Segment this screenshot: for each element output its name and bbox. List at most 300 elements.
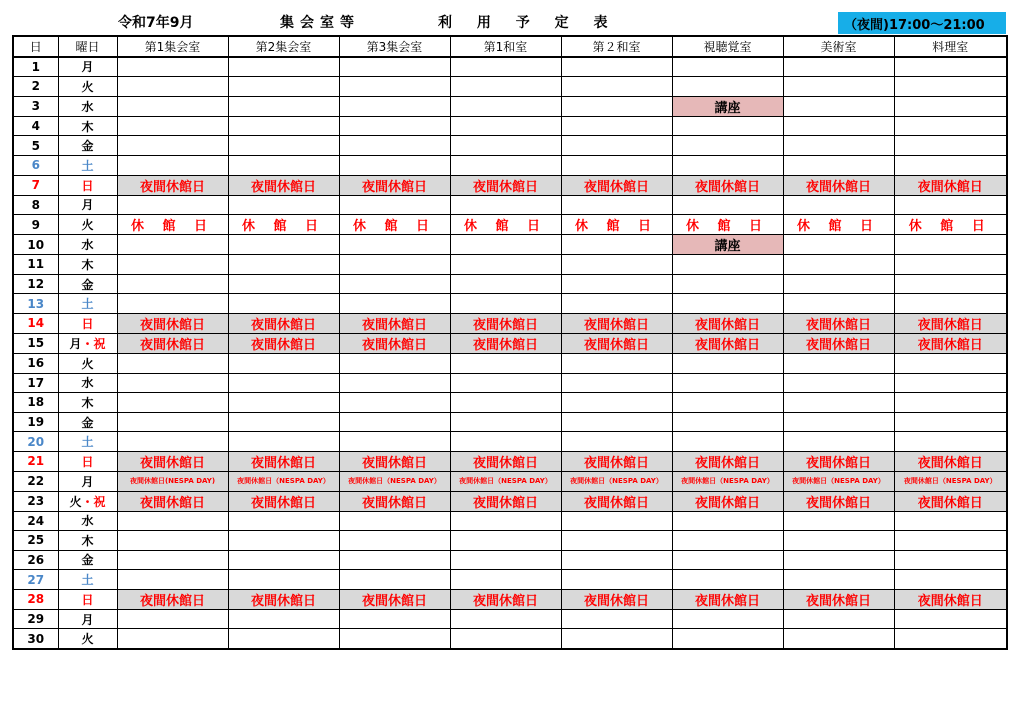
schedule-entry: 夜間休館日	[672, 333, 783, 353]
empty-slot	[561, 195, 672, 215]
weekday-label: 火	[69, 494, 82, 509]
col-header-room: 第1和室	[450, 36, 561, 57]
schedule-entry: 夜間休館日	[117, 175, 228, 195]
empty-slot	[894, 629, 1007, 649]
table-row	[13, 96, 1007, 116]
day-number: 14	[13, 313, 58, 333]
empty-slot	[783, 96, 894, 116]
schedule-entry: 夜間休館日	[228, 175, 339, 195]
weekday	[58, 274, 117, 294]
empty-slot	[672, 274, 783, 294]
empty-slot	[894, 294, 1007, 314]
table-row	[13, 255, 1007, 275]
empty-slot	[561, 393, 672, 413]
holiday-marker: ・祝	[81, 336, 106, 351]
weekday-label: 木	[81, 119, 94, 134]
schedule-entry: 夜間休館日	[339, 175, 450, 195]
weekday	[58, 175, 117, 195]
empty-slot	[783, 353, 894, 373]
empty-slot	[228, 195, 339, 215]
schedule-entry: 夜間休館日	[117, 589, 228, 609]
empty-slot	[117, 550, 228, 570]
empty-slot	[561, 294, 672, 314]
weekday	[58, 471, 117, 491]
schedule-entry: 夜間休館日	[894, 589, 1007, 609]
empty-slot	[228, 77, 339, 97]
empty-slot	[783, 274, 894, 294]
weekday-label: 火	[81, 356, 94, 371]
empty-slot	[894, 155, 1007, 175]
empty-slot	[561, 550, 672, 570]
table-row	[13, 451, 1007, 471]
empty-slot	[672, 136, 783, 156]
schedule-entry: 夜間休館日（NESPA DAY）	[228, 471, 339, 491]
empty-slot	[561, 57, 672, 77]
empty-slot	[561, 136, 672, 156]
weekday	[58, 451, 117, 471]
weekday-label: 水	[81, 376, 94, 391]
empty-slot	[672, 155, 783, 175]
empty-slot	[561, 412, 672, 432]
day-number: 26	[13, 550, 58, 570]
weekday	[58, 393, 117, 413]
day-number: 27	[13, 570, 58, 590]
weekday-label: 日	[81, 178, 94, 193]
empty-slot	[894, 373, 1007, 393]
weekday-label: 金	[81, 553, 94, 568]
empty-slot	[672, 255, 783, 275]
empty-slot	[672, 77, 783, 97]
weekday	[58, 589, 117, 609]
weekday-label: 火	[81, 218, 94, 233]
empty-slot	[339, 155, 450, 175]
empty-slot	[117, 195, 228, 215]
night-hours-badge: （夜間)17:00～21:00	[838, 12, 1006, 34]
day-number: 8	[13, 195, 58, 215]
empty-slot	[228, 432, 339, 452]
empty-slot	[228, 531, 339, 551]
table-row	[13, 116, 1007, 136]
table-row	[13, 136, 1007, 156]
table-row	[13, 373, 1007, 393]
empty-slot	[894, 550, 1007, 570]
schedule-entry: 夜間休館日	[339, 313, 450, 333]
table-row	[13, 155, 1007, 175]
empty-slot	[339, 393, 450, 413]
day-number: 1	[13, 57, 58, 77]
empty-slot	[783, 393, 894, 413]
schedule-entry: 夜間休館日	[672, 491, 783, 511]
empty-slot	[450, 550, 561, 570]
schedule-entry: 夜間休館日（NESPA DAY）	[672, 471, 783, 491]
weekday-label: 土	[81, 297, 94, 312]
empty-slot	[450, 136, 561, 156]
schedule-entry: 夜間休館日	[450, 175, 561, 195]
schedule-entry: 夜間休館日	[117, 313, 228, 333]
schedule-entry: 夜間休館日	[783, 491, 894, 511]
table-row	[13, 629, 1007, 649]
weekday	[58, 373, 117, 393]
schedule-entry: 夜間休館日（NESPA DAY）	[783, 471, 894, 491]
schedule-entry: 夜間休館日	[117, 333, 228, 353]
table-row	[13, 531, 1007, 551]
schedule-entry: 夜間休館日	[561, 491, 672, 511]
schedule-entry: 夜間休館日	[339, 451, 450, 471]
empty-slot	[561, 629, 672, 649]
col-header-weekday: 曜日	[58, 36, 117, 57]
empty-slot	[339, 274, 450, 294]
empty-slot	[339, 570, 450, 590]
weekday-label: 木	[81, 257, 94, 272]
weekday-label: 水	[81, 238, 94, 253]
schedule-entry: 夜間休館日	[894, 451, 1007, 471]
day-number: 9	[13, 215, 58, 235]
empty-slot	[672, 531, 783, 551]
weekday	[58, 432, 117, 452]
schedule-entry: 夜間休館日	[783, 333, 894, 353]
empty-slot	[228, 570, 339, 590]
schedule-entry: 夜間休館日	[783, 589, 894, 609]
day-number: 19	[13, 412, 58, 432]
empty-slot	[450, 274, 561, 294]
weekday	[58, 629, 117, 649]
table-row	[13, 333, 1007, 353]
empty-slot	[783, 255, 894, 275]
schedule-entry: 夜間休館日	[783, 451, 894, 471]
day-number: 20	[13, 432, 58, 452]
table-row	[13, 511, 1007, 531]
empty-slot	[339, 57, 450, 77]
day-number: 22	[13, 471, 58, 491]
day-number: 29	[13, 609, 58, 629]
empty-slot	[783, 136, 894, 156]
schedule-entry: 夜間休館日（NESPA DAY）	[894, 471, 1007, 491]
empty-slot	[117, 77, 228, 97]
empty-slot	[894, 195, 1007, 215]
empty-slot	[339, 531, 450, 551]
weekday	[58, 353, 117, 373]
table-row	[13, 294, 1007, 314]
day-number: 30	[13, 629, 58, 649]
empty-slot	[894, 77, 1007, 97]
schedule-entry: 夜間休館日	[561, 175, 672, 195]
weekday-label: 月	[69, 336, 82, 351]
empty-slot	[450, 116, 561, 136]
weekday	[58, 609, 117, 629]
empty-slot	[339, 96, 450, 116]
table-row	[13, 570, 1007, 590]
day-number: 2	[13, 77, 58, 97]
schedule-entry: 夜間休館日	[117, 451, 228, 471]
weekday-label: 日	[81, 454, 94, 469]
empty-slot	[561, 432, 672, 452]
empty-slot	[561, 531, 672, 551]
empty-slot	[117, 155, 228, 175]
empty-slot	[672, 432, 783, 452]
empty-slot	[450, 531, 561, 551]
empty-slot	[228, 155, 339, 175]
empty-slot	[450, 255, 561, 275]
weekday	[58, 491, 117, 511]
schedule-entry: 夜間休館日	[450, 313, 561, 333]
schedule-entry: 夜間休館日	[894, 175, 1007, 195]
schedule-entry: 夜間休館日	[783, 313, 894, 333]
empty-slot	[117, 511, 228, 531]
schedule-entry: 夜間休館日（NESPA DAY）	[450, 471, 561, 491]
day-number: 3	[13, 96, 58, 116]
empty-slot	[117, 255, 228, 275]
empty-slot	[450, 294, 561, 314]
weekday-label: 火	[81, 79, 94, 94]
schedule-entry: 夜間休館日	[339, 491, 450, 511]
table-row	[13, 471, 1007, 491]
day-number: 12	[13, 274, 58, 294]
header-row	[13, 36, 1007, 57]
empty-slot	[339, 609, 450, 629]
empty-slot	[894, 432, 1007, 452]
empty-slot	[783, 550, 894, 570]
empty-slot	[339, 235, 450, 255]
table-row	[13, 175, 1007, 195]
empty-slot	[672, 294, 783, 314]
schedule-entry: 休 館 日	[228, 215, 339, 235]
table-row	[13, 393, 1007, 413]
weekday	[58, 195, 117, 215]
weekday-label: 水	[81, 99, 94, 114]
table-row	[13, 235, 1007, 255]
empty-slot	[450, 393, 561, 413]
empty-slot	[450, 155, 561, 175]
col-header-room: 視聴覚室	[672, 36, 783, 57]
empty-slot	[894, 57, 1007, 77]
day-number: 28	[13, 589, 58, 609]
col-header-room: 第1集会室	[117, 36, 228, 57]
empty-slot	[228, 136, 339, 156]
table-row	[13, 215, 1007, 235]
empty-slot	[672, 629, 783, 649]
empty-slot	[339, 195, 450, 215]
schedule-entry: 夜間休館日	[894, 313, 1007, 333]
empty-slot	[894, 353, 1007, 373]
day-number: 25	[13, 531, 58, 551]
table-row	[13, 77, 1007, 97]
empty-slot	[450, 195, 561, 215]
empty-slot	[339, 353, 450, 373]
empty-slot	[783, 629, 894, 649]
weekday-label: 火	[81, 632, 94, 647]
weekday-label: 土	[81, 435, 94, 450]
weekday	[58, 215, 117, 235]
empty-slot	[783, 235, 894, 255]
table-row	[13, 195, 1007, 215]
empty-slot	[672, 57, 783, 77]
empty-slot	[783, 531, 894, 551]
day-number: 10	[13, 235, 58, 255]
empty-slot	[117, 294, 228, 314]
empty-slot	[561, 609, 672, 629]
empty-slot	[894, 412, 1007, 432]
empty-slot	[450, 570, 561, 590]
weekday	[58, 294, 117, 314]
empty-slot	[450, 353, 561, 373]
empty-slot	[561, 353, 672, 373]
schedule-entry: 夜間休館日	[450, 333, 561, 353]
day-number: 6	[13, 155, 58, 175]
empty-slot	[228, 96, 339, 116]
schedule-entry: 夜間休館日	[894, 491, 1007, 511]
empty-slot	[339, 412, 450, 432]
empty-slot	[450, 412, 561, 432]
empty-slot	[783, 155, 894, 175]
schedule-entry: 夜間休館日	[783, 175, 894, 195]
empty-slot	[228, 373, 339, 393]
schedule-entry: 夜間休館日(NESPA DAY)	[117, 471, 228, 491]
empty-slot	[894, 609, 1007, 629]
weekday-label: 日	[81, 592, 94, 607]
schedule-entry: 夜間休館日	[228, 491, 339, 511]
weekday-label: 月	[81, 474, 94, 489]
empty-slot	[672, 412, 783, 432]
weekday-label: 日	[81, 316, 94, 331]
day-number: 7	[13, 175, 58, 195]
empty-slot	[672, 195, 783, 215]
schedule-entry: 講座	[672, 96, 783, 116]
schedule-entry: 休 館 日	[672, 215, 783, 235]
empty-slot	[894, 511, 1007, 531]
day-number: 16	[13, 353, 58, 373]
table-row	[13, 57, 1007, 77]
empty-slot	[228, 274, 339, 294]
weekday-label: 月	[81, 612, 94, 627]
schedule-entry: 夜間休館日	[561, 589, 672, 609]
weekday	[58, 235, 117, 255]
empty-slot	[672, 393, 783, 413]
weekday	[58, 57, 117, 77]
col-header-day: 日	[13, 36, 58, 57]
title-usage-schedule: 利 用 予 定 表	[438, 15, 618, 31]
schedule-entry: 夜間休館日	[339, 589, 450, 609]
weekday-label: 月	[81, 198, 94, 213]
day-number: 23	[13, 491, 58, 511]
table-row	[13, 550, 1007, 570]
empty-slot	[561, 570, 672, 590]
schedule-entry: 夜間休館日	[228, 333, 339, 353]
empty-slot	[450, 235, 561, 255]
empty-slot	[783, 412, 894, 432]
schedule-body	[13, 57, 1007, 649]
schedule-entry: 休 館 日	[339, 215, 450, 235]
empty-slot	[783, 116, 894, 136]
weekday	[58, 570, 117, 590]
day-number: 17	[13, 373, 58, 393]
empty-slot	[117, 412, 228, 432]
weekday-label: 水	[81, 514, 94, 529]
weekday-label: 金	[81, 415, 94, 430]
title-month: 令和7年9月	[118, 15, 194, 31]
empty-slot	[117, 432, 228, 452]
empty-slot	[672, 373, 783, 393]
day-number: 15	[13, 333, 58, 353]
day-number: 13	[13, 294, 58, 314]
weekday	[58, 255, 117, 275]
table-row	[13, 313, 1007, 333]
weekday-label: 木	[81, 395, 94, 410]
empty-slot	[117, 609, 228, 629]
empty-slot	[339, 294, 450, 314]
title-facility-group: 集会室等	[280, 15, 360, 31]
empty-slot	[228, 294, 339, 314]
empty-slot	[783, 511, 894, 531]
empty-slot	[672, 570, 783, 590]
empty-slot	[117, 136, 228, 156]
schedule-entry: 夜間休館日（NESPA DAY）	[561, 471, 672, 491]
schedule-entry: 夜間休館日	[672, 451, 783, 471]
empty-slot	[339, 373, 450, 393]
empty-slot	[561, 373, 672, 393]
empty-slot	[117, 235, 228, 255]
empty-slot	[783, 609, 894, 629]
col-header-room: 料理室	[894, 36, 1007, 57]
empty-slot	[228, 609, 339, 629]
schedule-entry: 夜間休館日	[450, 589, 561, 609]
schedule-entry: 夜間休館日	[561, 451, 672, 471]
schedule-entry: 夜間休館日	[450, 451, 561, 471]
empty-slot	[339, 255, 450, 275]
table-row	[13, 412, 1007, 432]
empty-slot	[672, 116, 783, 136]
empty-slot	[894, 570, 1007, 590]
empty-slot	[228, 550, 339, 570]
schedule-table	[12, 35, 1008, 650]
schedule-entry: 夜間休館日	[672, 175, 783, 195]
table-row	[13, 353, 1007, 373]
table-row	[13, 432, 1007, 452]
weekday-label: 土	[81, 573, 94, 588]
schedule-entry: 休 館 日	[894, 215, 1007, 235]
empty-slot	[117, 393, 228, 413]
weekday	[58, 136, 117, 156]
weekday	[58, 96, 117, 116]
empty-slot	[450, 629, 561, 649]
empty-slot	[783, 432, 894, 452]
empty-slot	[228, 255, 339, 275]
empty-slot	[783, 570, 894, 590]
empty-slot	[450, 373, 561, 393]
day-number: 21	[13, 451, 58, 471]
empty-slot	[894, 531, 1007, 551]
empty-slot	[117, 96, 228, 116]
empty-slot	[894, 116, 1007, 136]
empty-slot	[117, 353, 228, 373]
empty-slot	[894, 255, 1007, 275]
day-number: 5	[13, 136, 58, 156]
empty-slot	[561, 77, 672, 97]
empty-slot	[450, 609, 561, 629]
empty-slot	[339, 432, 450, 452]
empty-slot	[117, 629, 228, 649]
empty-slot	[894, 274, 1007, 294]
empty-slot	[228, 412, 339, 432]
day-number: 4	[13, 116, 58, 136]
empty-slot	[228, 393, 339, 413]
table-row	[13, 589, 1007, 609]
schedule-entry: 夜間休館日	[672, 589, 783, 609]
empty-slot	[339, 136, 450, 156]
empty-slot	[450, 96, 561, 116]
table-row	[13, 491, 1007, 511]
weekday	[58, 412, 117, 432]
schedule-entry: 夜間休館日	[561, 333, 672, 353]
